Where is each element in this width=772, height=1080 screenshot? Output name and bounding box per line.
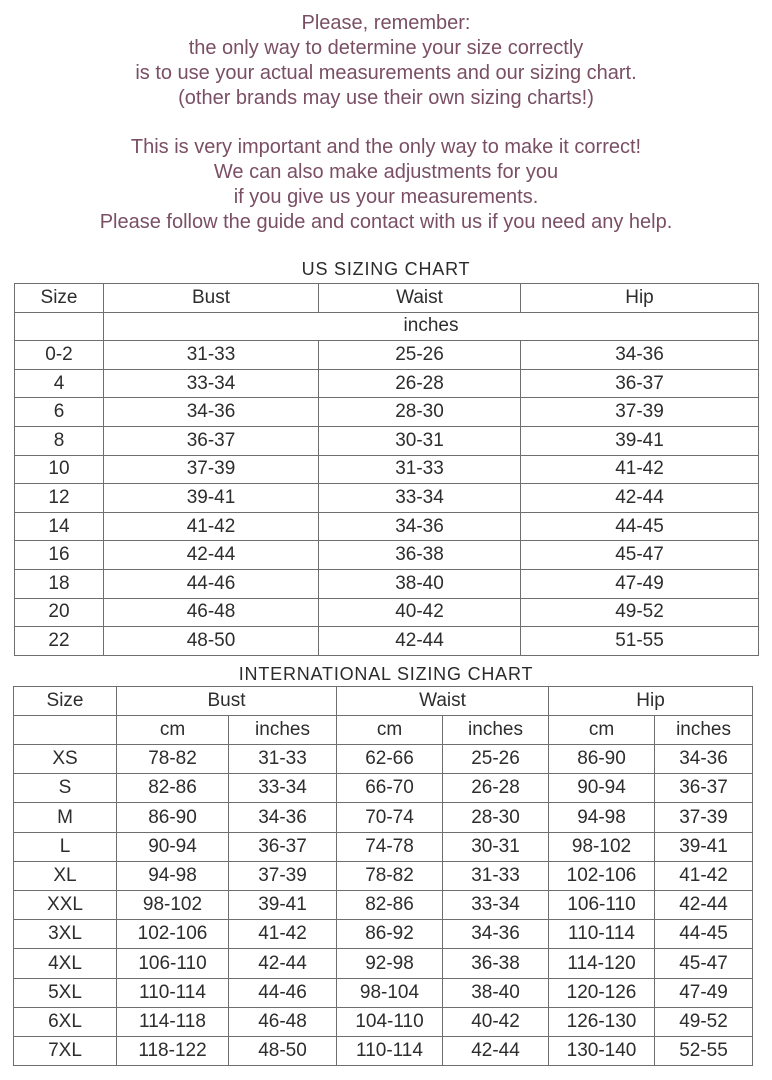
intl-col-header-waist: Waist xyxy=(337,686,549,715)
table-cell: 37-39 xyxy=(229,861,337,890)
table-cell: 66-70 xyxy=(337,774,443,803)
intl-col-header-bust: Bust xyxy=(117,686,337,715)
intro-line: This is very important and the only way to make it correct! xyxy=(130,136,642,158)
table-cell: 36-37 xyxy=(655,774,753,803)
table-cell: 4XL xyxy=(14,949,117,978)
table-cell: 33-34 xyxy=(229,774,337,803)
us-unit-row xyxy=(15,312,759,341)
table-cell: 126-130 xyxy=(549,1007,655,1036)
table-cell: 82-86 xyxy=(117,774,229,803)
table-row xyxy=(14,891,753,920)
table-row xyxy=(15,627,759,656)
table-cell: 37-39 xyxy=(521,398,759,427)
table-cell: 0-2 xyxy=(15,341,104,370)
us-col-header-hip: Hip xyxy=(521,284,759,313)
table-row xyxy=(14,978,753,1007)
intro-line: Please follow the guide and contact with us if you need any help. xyxy=(99,211,673,233)
table-cell: 110-114 xyxy=(549,920,655,949)
table-cell: 42-44 xyxy=(104,541,319,570)
us-chart-title: US SIZING CHART xyxy=(301,259,471,279)
intro-line: the only way to determine your size correctly xyxy=(188,37,584,59)
table-cell: 31-33 xyxy=(443,861,549,890)
table-cell: 42-44 xyxy=(655,891,753,920)
table-cell: 16 xyxy=(15,541,104,570)
table-row xyxy=(15,398,759,427)
table-cell: 45-47 xyxy=(521,541,759,570)
table-cell: 47-49 xyxy=(655,978,753,1007)
us-unit-empty-cell xyxy=(15,312,104,341)
intl-subcol-waist-inches: inches xyxy=(443,715,549,744)
table-cell: 10 xyxy=(15,455,104,484)
table-cell: 6 xyxy=(15,398,104,427)
intl-subcol-hip-inches: inches xyxy=(655,715,753,744)
table-cell: 41-42 xyxy=(655,861,753,890)
table-cell: 46-48 xyxy=(104,598,319,627)
table-cell: 6XL xyxy=(14,1007,117,1036)
table-cell: 98-102 xyxy=(117,891,229,920)
table-cell: 47-49 xyxy=(521,569,759,598)
table-cell: 86-90 xyxy=(549,745,655,774)
intl-subheader-row xyxy=(14,715,753,744)
table-cell: 7XL xyxy=(14,1036,117,1065)
intro-line: We can also make adjustments for you xyxy=(213,161,559,183)
table-cell: 31-33 xyxy=(319,455,521,484)
table-cell: 36-37 xyxy=(104,426,319,455)
table-cell: 70-74 xyxy=(337,803,443,832)
table-cell: 49-52 xyxy=(521,598,759,627)
table-cell: 94-98 xyxy=(549,803,655,832)
table-cell: 12 xyxy=(15,484,104,513)
table-cell: 48-50 xyxy=(229,1036,337,1065)
table-cell: 25-26 xyxy=(443,745,549,774)
table-cell: 42-44 xyxy=(319,627,521,656)
intro-line: is to use your actual measurements and our sizing chart. xyxy=(135,62,637,84)
table-cell: 34-36 xyxy=(655,745,753,774)
table-row xyxy=(15,369,759,398)
table-row xyxy=(15,426,759,455)
table-cell: 20 xyxy=(15,598,104,627)
table-cell: 40-42 xyxy=(319,598,521,627)
table-cell: S xyxy=(14,774,117,803)
table-cell: 41-42 xyxy=(229,920,337,949)
table-cell: 90-94 xyxy=(117,832,229,861)
table-cell: 86-90 xyxy=(117,803,229,832)
table-cell: 40-42 xyxy=(443,1007,549,1036)
table-cell: 39-41 xyxy=(229,891,337,920)
table-cell: 49-52 xyxy=(655,1007,753,1036)
table-row xyxy=(15,598,759,627)
table-row xyxy=(15,541,759,570)
table-cell: 102-106 xyxy=(549,861,655,890)
table-cell: 42-44 xyxy=(443,1036,549,1065)
table-cell: 42-44 xyxy=(229,949,337,978)
table-cell: 98-102 xyxy=(549,832,655,861)
table-cell: 92-98 xyxy=(337,949,443,978)
table-cell: 4 xyxy=(15,369,104,398)
table-cell: 130-140 xyxy=(549,1036,655,1065)
table-cell: XS xyxy=(14,745,117,774)
table-row xyxy=(15,484,759,513)
table-cell: 30-31 xyxy=(443,832,549,861)
table-cell: 36-38 xyxy=(443,949,549,978)
us-unit-label: inches xyxy=(104,312,759,341)
table-cell: 94-98 xyxy=(117,861,229,890)
table-row xyxy=(14,832,753,861)
table-cell: 110-114 xyxy=(117,978,229,1007)
table-cell: 39-41 xyxy=(104,484,319,513)
table-cell: 78-82 xyxy=(117,745,229,774)
table-cell: 36-37 xyxy=(229,832,337,861)
table-cell: 34-36 xyxy=(229,803,337,832)
intro-line: if you give us your measurements. xyxy=(233,186,539,208)
table-cell: 39-41 xyxy=(655,832,753,861)
table-cell: 44-45 xyxy=(655,920,753,949)
table-row xyxy=(14,774,753,803)
table-row xyxy=(14,861,753,890)
table-cell: 62-66 xyxy=(337,745,443,774)
table-cell: 37-39 xyxy=(655,803,753,832)
intl-chart-title: INTERNATIONAL SIZING CHART xyxy=(238,663,534,684)
table-cell: 3XL xyxy=(14,920,117,949)
table-row xyxy=(14,949,753,978)
intl-subcol-bust-inches: inches xyxy=(229,715,337,744)
table-cell: 114-118 xyxy=(117,1007,229,1036)
us-header-row xyxy=(15,284,759,313)
table-cell: 86-92 xyxy=(337,920,443,949)
table-cell: 28-30 xyxy=(443,803,549,832)
table-row xyxy=(15,455,759,484)
intl-unit-empty-cell xyxy=(14,715,117,744)
us-col-header-bust: Bust xyxy=(104,284,319,313)
table-row xyxy=(14,745,753,774)
table-cell: 18 xyxy=(15,569,104,598)
international-sizing-table xyxy=(13,686,753,1066)
intro-line: Please, remember: xyxy=(301,12,471,34)
intro-line: (other brands may use their own sizing charts!) xyxy=(178,87,594,109)
intl-header-row xyxy=(14,686,753,715)
table-row xyxy=(15,512,759,541)
table-cell: XXL xyxy=(14,891,117,920)
table-cell: 48-50 xyxy=(104,627,319,656)
table-cell: 37-39 xyxy=(104,455,319,484)
table-cell: 114-120 xyxy=(549,949,655,978)
table-cell: 33-34 xyxy=(319,484,521,513)
table-cell: 78-82 xyxy=(337,861,443,890)
table-row xyxy=(15,569,759,598)
table-cell: 44-46 xyxy=(104,569,319,598)
table-cell: 51-55 xyxy=(521,627,759,656)
table-cell: 98-104 xyxy=(337,978,443,1007)
table-cell: 34-36 xyxy=(521,341,759,370)
table-cell: 45-47 xyxy=(655,949,753,978)
table-cell: 42-44 xyxy=(521,484,759,513)
table-cell: 39-41 xyxy=(521,426,759,455)
table-cell: 14 xyxy=(15,512,104,541)
us-col-header-size: Size xyxy=(15,284,104,313)
intl-col-header-size: Size xyxy=(14,686,117,715)
table-cell: 82-86 xyxy=(337,891,443,920)
intl-subcol-hip-cm: cm xyxy=(549,715,655,744)
intl-subcol-bust-cm: cm xyxy=(117,715,229,744)
table-cell: 26-28 xyxy=(319,369,521,398)
table-cell: 25-26 xyxy=(319,341,521,370)
table-row xyxy=(14,1007,753,1036)
paragraph-spacer xyxy=(0,111,772,135)
table-cell: 38-40 xyxy=(443,978,549,1007)
table-cell: L xyxy=(14,832,117,861)
table-cell: 26-28 xyxy=(443,774,549,803)
table-cell: 34-36 xyxy=(443,920,549,949)
table-cell: 31-33 xyxy=(229,745,337,774)
intl-table-body xyxy=(14,745,753,1066)
table-cell: 41-42 xyxy=(104,512,319,541)
table-cell: 36-38 xyxy=(319,541,521,570)
table-cell: 106-110 xyxy=(117,949,229,978)
table-cell: 5XL xyxy=(14,978,117,1007)
table-cell: 90-94 xyxy=(549,774,655,803)
intro-text-block xyxy=(0,0,772,235)
table-cell: 41-42 xyxy=(521,455,759,484)
table-cell: 120-126 xyxy=(549,978,655,1007)
table-row xyxy=(14,803,753,832)
table-cell: 118-122 xyxy=(117,1036,229,1065)
us-col-header-waist: Waist xyxy=(319,284,521,313)
table-cell: 104-110 xyxy=(337,1007,443,1036)
intl-subcol-waist-cm: cm xyxy=(337,715,443,744)
table-cell: 44-46 xyxy=(229,978,337,1007)
table-cell: 33-34 xyxy=(104,369,319,398)
table-cell: 106-110 xyxy=(549,891,655,920)
table-cell: XL xyxy=(14,861,117,890)
intl-col-header-hip: Hip xyxy=(549,686,753,715)
table-cell: 52-55 xyxy=(655,1036,753,1065)
table-cell: 28-30 xyxy=(319,398,521,427)
table-cell: 22 xyxy=(15,627,104,656)
table-row xyxy=(14,1036,753,1065)
table-cell: 8 xyxy=(15,426,104,455)
table-row xyxy=(15,341,759,370)
table-cell: 46-48 xyxy=(229,1007,337,1036)
table-cell: M xyxy=(14,803,117,832)
table-cell: 30-31 xyxy=(319,426,521,455)
table-cell: 74-78 xyxy=(337,832,443,861)
table-cell: 33-34 xyxy=(443,891,549,920)
table-row xyxy=(14,920,753,949)
table-cell: 102-106 xyxy=(117,920,229,949)
us-sizing-table xyxy=(14,283,759,656)
table-cell: 44-45 xyxy=(521,512,759,541)
table-cell: 38-40 xyxy=(319,569,521,598)
table-cell: 34-36 xyxy=(104,398,319,427)
us-table-body xyxy=(15,341,759,656)
table-cell: 36-37 xyxy=(521,369,759,398)
table-cell: 110-114 xyxy=(337,1036,443,1065)
table-cell: 31-33 xyxy=(104,341,319,370)
table-cell: 34-36 xyxy=(319,512,521,541)
